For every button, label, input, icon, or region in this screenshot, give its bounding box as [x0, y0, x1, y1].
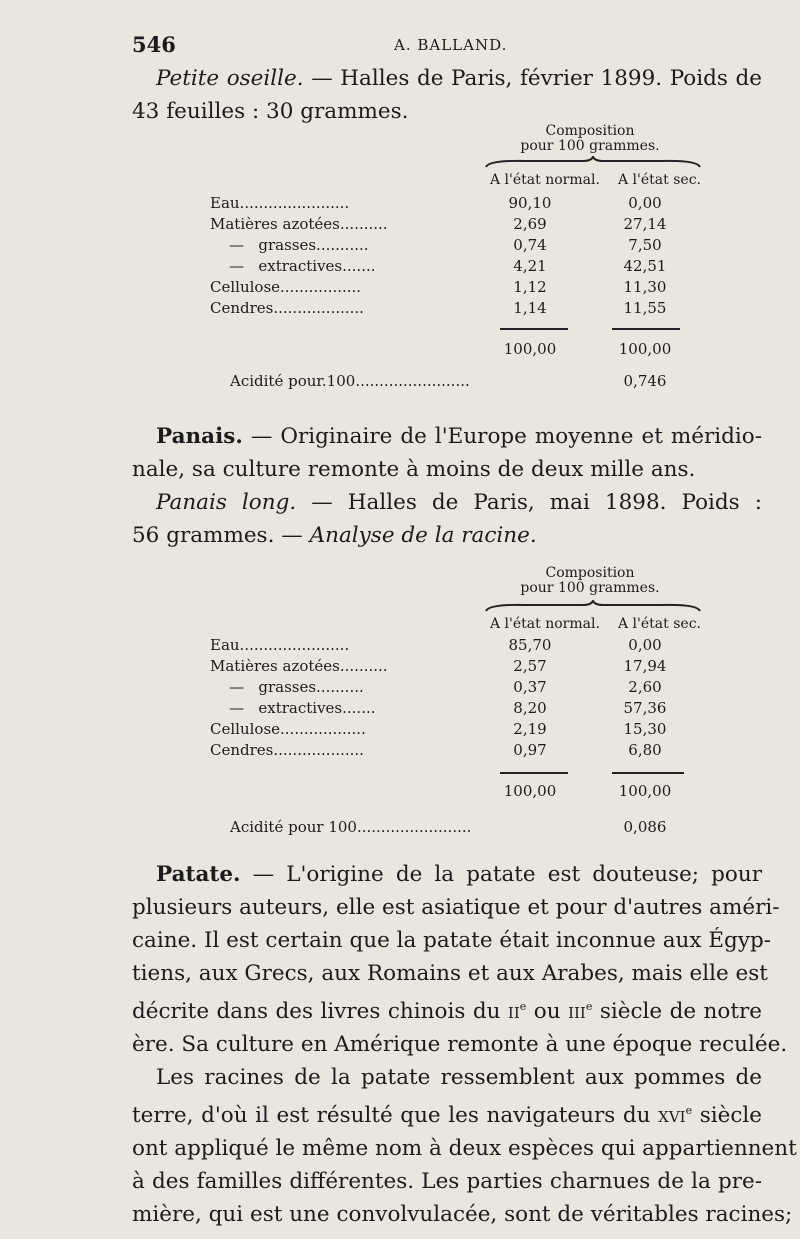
brace-icon [485, 600, 701, 612]
text-line: plusieurs auteurs, elle est asiatique et pour d'autres améri- [132, 895, 780, 920]
value-sec: 27,14 [623, 215, 667, 233]
row-label: Eau....................... [210, 194, 350, 212]
value-normal: 2,69 [513, 215, 547, 233]
table-row [210, 676, 710, 698]
text-line: décrite dans des livres chinois du $ii^e$ ou iii$^e$ siècle de notre [132, 999, 762, 1024]
row-label: Cendres................... [210, 741, 364, 759]
total-sec: 100,00 [618, 340, 672, 358]
value-normal: 90,10 [508, 194, 552, 212]
text-line: Panais long. — Halles de Paris, mai 1898. Poids : [156, 490, 762, 515]
text-line: caine. Il est certain que la patate était inconnue aux Égyp- [132, 928, 771, 953]
row-label: — extractives....... [210, 257, 376, 275]
table-row [210, 213, 710, 235]
text-line: ère. Sa culture en Amérique remonte à une époque reculée. [132, 1032, 788, 1057]
column-header-normal: A l'état normal. [490, 616, 600, 632]
patate-paragraph [132, 858, 797, 1231]
text-line: Panais. — Originaire de l'Europe moyenne et méridio- [156, 424, 762, 449]
value-normal: 1,12 [513, 278, 547, 296]
value-sec: 0,00 [628, 636, 662, 654]
text-line: Les racines de la patate ressemblent aux pommes de [156, 1065, 762, 1090]
table-row [210, 297, 710, 319]
page-number: 546 [132, 32, 176, 57]
table-row [210, 234, 710, 256]
total-normal: 100,00 [503, 782, 557, 800]
composition-heading-line: pour 100 grammes. [520, 138, 660, 154]
composition-table-panais [210, 566, 710, 836]
value-sec: 42,51 [623, 257, 667, 275]
total-normal: 100,00 [503, 340, 557, 358]
column-header-sec: A l'état sec. [618, 616, 701, 632]
sum-rule [500, 328, 568, 330]
text-line: Patate. — L'origine de la patate est douteuse; pour [156, 862, 762, 887]
acidity-label: Acidité pour.100........................ [230, 372, 470, 390]
sum-rule [612, 772, 684, 774]
value-sec: 11,55 [623, 299, 667, 317]
row-label: Cellulose................. [210, 278, 362, 296]
sum-rule [612, 328, 680, 330]
composition-table-oseille [210, 124, 710, 394]
value-normal: 0,37 [513, 678, 547, 696]
text-line: mière, qui est une convolvulacée, sont de véritables racines; [132, 1202, 793, 1227]
text-line: nale, sa culture remonte à moins de deux mille ans. [132, 457, 696, 482]
row-label: Matières azotées.......... [210, 657, 388, 675]
table-row [210, 655, 710, 677]
table-row [210, 255, 710, 277]
value-sec: 7,50 [628, 236, 662, 254]
value-sec: 57,36 [623, 699, 667, 717]
text-line: tiens, aux Grecs, aux Romains et aux Arabes, mais elle est [132, 961, 768, 986]
value-normal: 85,70 [508, 636, 552, 654]
value-normal: 8,20 [513, 699, 547, 717]
value-normal: 2,19 [513, 720, 547, 738]
composition-heading-line: Composition [545, 565, 635, 581]
column-header-normal: A l'état normal. [490, 172, 600, 188]
row-label: Eau....................... [210, 636, 350, 654]
composition-heading-line: pour 100 grammes. [520, 580, 660, 596]
total-row [210, 338, 710, 360]
acidity-row [230, 370, 710, 392]
value-sec: 15,30 [623, 720, 667, 738]
text-line: ont appliqué le même nom à deux espèces qui appartiennent [132, 1136, 797, 1161]
text-line: 56 grammes. — Analyse de la racine. [132, 523, 537, 548]
composition-heading-line: Composition [545, 123, 635, 139]
value-normal: 0,74 [513, 236, 547, 254]
acidity-row [230, 816, 710, 838]
text-line: 43 feuilles : 30 grammes. [132, 99, 409, 124]
column-header-sec: A l'état sec. [618, 172, 701, 188]
text-line: terre, d'où il est résulté que les navigateurs du xvi$^e$ siècle [132, 1103, 763, 1128]
value-sec: 11,30 [623, 278, 667, 296]
table-row [210, 697, 710, 719]
row-label: Cellulose.................. [210, 720, 366, 738]
value-sec: 17,94 [623, 657, 667, 675]
table-row [210, 718, 710, 740]
value-normal: 1,14 [513, 299, 547, 317]
page-header [132, 32, 762, 62]
panais-paragraph [132, 420, 762, 552]
composition-heading [500, 124, 680, 154]
value-normal: 4,21 [513, 257, 547, 275]
table-row [210, 192, 710, 214]
text-line: à des familles différentes. Les parties charnues de la pre- [132, 1169, 762, 1194]
brace-icon [485, 156, 701, 168]
value-normal: 2,57 [513, 657, 547, 675]
value-normal: 0,97 [513, 741, 547, 759]
text-line: Petite oseille. — Halles de Paris, février 1899. Poids de [156, 66, 762, 91]
table-row [210, 276, 710, 298]
running-head: A. BALLAND. [394, 36, 508, 54]
total-row [210, 780, 710, 802]
table-row [210, 739, 710, 761]
acidity-label: Acidité pour 100........................ [230, 818, 472, 836]
row-label: — grasses.......... [210, 678, 364, 696]
acidity-value: 0,746 [623, 372, 667, 390]
row-label: — grasses........... [210, 236, 369, 254]
table-row [210, 634, 710, 656]
value-sec: 0,00 [628, 194, 662, 212]
acidity-value: 0,086 [623, 818, 667, 836]
row-label: Cendres................... [210, 299, 364, 317]
oseille-paragraph [132, 62, 762, 128]
value-sec: 6,80 [628, 741, 662, 759]
total-sec: 100,00 [618, 782, 672, 800]
sum-rule [500, 772, 568, 774]
composition-heading [500, 566, 680, 596]
row-label: — extractives....... [210, 699, 376, 717]
row-label: Matières azotées.......... [210, 215, 388, 233]
value-sec: 2,60 [628, 678, 662, 696]
